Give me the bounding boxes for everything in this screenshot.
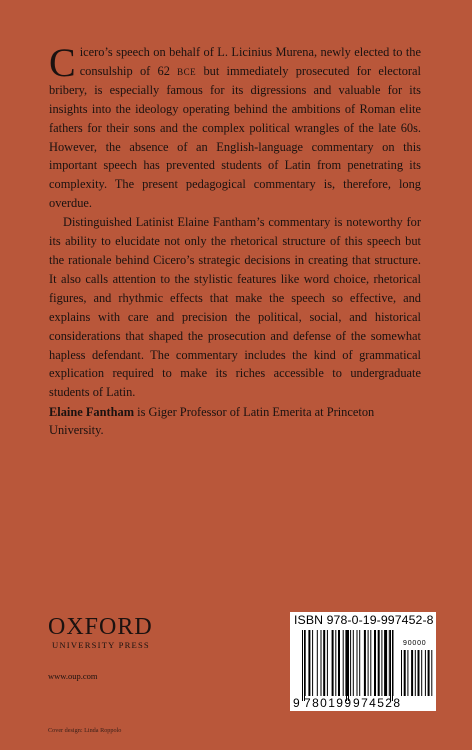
ean-right-group: 974528 — [353, 696, 402, 710]
author-bio-text: is Giger Professor of Latin Emerita at Princeton University. — [49, 405, 375, 437]
author-name: Elaine Fantham — [49, 405, 135, 419]
drop-cap: C — [49, 40, 76, 85]
publisher-logo — [48, 615, 168, 650]
price-code: 90000 — [403, 640, 427, 647]
publisher-logo-sub: UNIVERSITY PRESS — [52, 640, 150, 650]
publisher-website: www.oup.com — [48, 671, 98, 681]
blurb-p1-part1: icero’s speech on behalf of L. Licinius Murena, newly elected to the consulship of 62 — [79, 45, 421, 78]
ean-left-group: 780199 — [304, 696, 353, 710]
era-abbrev: bce — [177, 63, 197, 78]
blurb-paragraph-2: Distinguished Latinist Elaine Fantham’s commentary is noteworthy for its ability to elucidate not only the rhetorical structure of this speech but the rationale behind Cicero’s strategic decisions in creating that structure. It also calls attention to the stylistic features like word choice, rhetorical figures, and rhythmic effects that make the speech so effective, and explains with care and precision the political, social, and historical considerations that shaped the prosecution and defense of the somewhat hapless defendant. The commentary includes the kind of grammatical explication required to make its riches accessible to undergraduate students of Latin. — [49, 215, 421, 400]
ean-lead-digit: 9 — [293, 696, 300, 710]
publisher-logo-word: OXFORD — [48, 614, 153, 640]
isbn-barcode-box — [290, 612, 436, 711]
author-bio — [49, 403, 429, 439]
isbn-label: ISBN 978-0-19-997452-8 — [294, 613, 434, 627]
ean-digits — [290, 696, 436, 710]
blurb-p1-part2: but immediately prosecuted for electoral bribery, is especially famous for its digressions and valuable for its insights into the ideology operating behind the ambitions of Roman elite fathers for their sons and the complex political wrangles of the late 60s. However, the absence of an English-language commentary on this important speech has prevented students of Latin from penetrating its complexity. The present pedagogical commentary is, therefore, long overdue. — [49, 63, 421, 211]
blurb-paragraph-1 — [49, 40, 421, 213]
cover-credit: Cover design: Linda Roppolo — [48, 727, 122, 734]
blurb — [49, 40, 421, 402]
